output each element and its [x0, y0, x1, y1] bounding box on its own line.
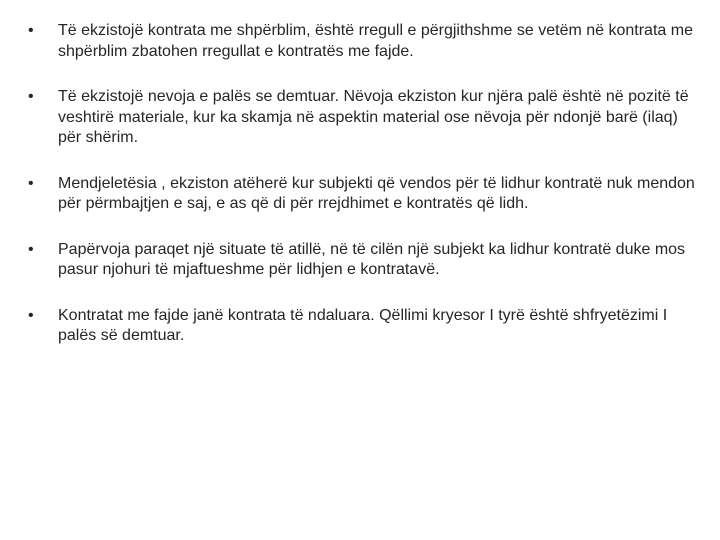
bullet-dot: • — [28, 174, 34, 192]
bullet-dot: • — [28, 306, 34, 324]
bullet-text: Të ekzistojë kontrata me shpërblim, është rregull e përgjithshme se vetëm në kontrata me shpërblim zbatohen rregullat e kontratës me fajde. — [58, 22, 693, 60]
bullet-dot: • — [28, 22, 34, 39]
bullet-item-5 — [28, 306, 698, 347]
bullet-text: Të ekzistojë nevoja e palës se demtuar. Nëvoja ekziston kur njëra palë është në pozitë të veshtirë materiale, kur ka skamja në aspektin material ose nëvoja për ndonjë barë (ilaq) për shërim. — [58, 88, 689, 146]
bullet-item-4 — [28, 240, 698, 281]
bullet-item-2 — [28, 87, 698, 149]
bullet-dot: • — [28, 240, 34, 258]
bullet-list — [28, 21, 698, 372]
bullet-text: Mendjeletësia , ekziston atëherë kur subjekti që vendos për të lidhur kontratë nuk mendon për përmbajtjen e saj, e as që di për rrejdhimet e kontratës që lidh. — [58, 174, 695, 212]
bullet-text: Papërvoja paraqet një situate të atillë, në të cilën një subjekt ka lidhur kontratë duke mos pasur njohuri të mjaftueshme për lidhjen e kontratavë. — [58, 240, 686, 278]
bullet-item-3 — [28, 174, 698, 215]
bullet-item-1 — [28, 21, 698, 62]
bullet-dot: • — [28, 88, 34, 105]
bullet-text: Kontratat me fajde janë kontrata të ndaluara. Qëllimi kryesor I tyrë është shfryetëzimi I palës së demtuar. — [58, 306, 668, 344]
